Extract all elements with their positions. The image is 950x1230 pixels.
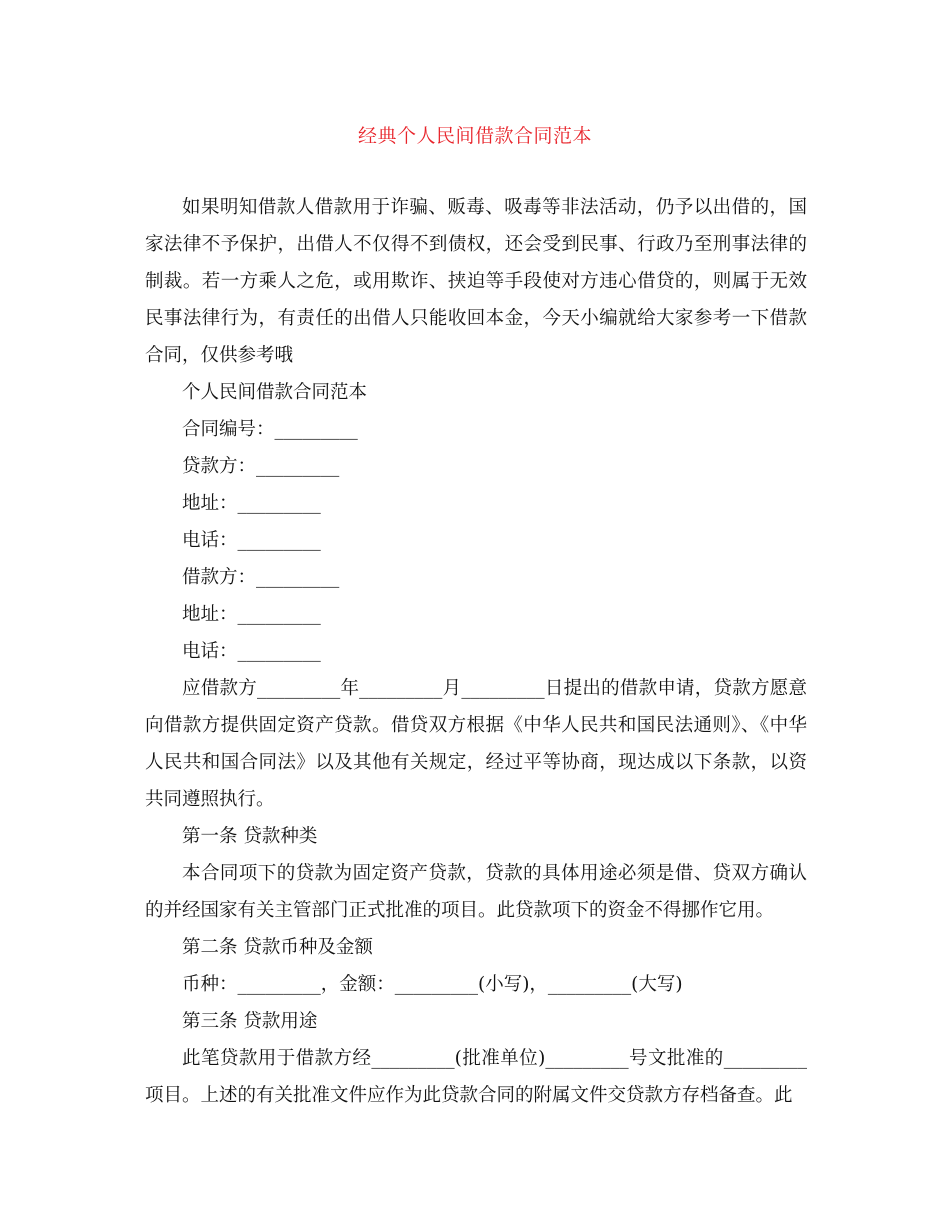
lender-address-field: 地址：_________: [182, 493, 321, 514]
preamble-paragraph: 应借款方_________年_________月_________日提出的借款申请，贷款方愿意向借款方提供固定资产贷款。借贷双方根据《中华人民共和国民法通则》、《中华人民共和国合同法》以及其他有关规定，经过平等协商，现达成以下条款，以资共同遵照执行。: [145, 678, 807, 810]
article-2-text: 币种：_________，金额：_________(小写)，_________(大写): [182, 974, 683, 995]
document-body: [145, 189, 807, 1114]
article-3-text: 此笔贷款用于借款方经_________(批准单位)_________号文批准的_________项目。上述的有关批准文件应作为此贷款合同的附属文件交贷款方存档备查。此: [145, 1048, 807, 1106]
article-1-heading: 第一条 贷款种类: [182, 826, 318, 847]
contract-number-field: 合同编号：_________: [182, 419, 358, 440]
lender-field: 贷款方：_________: [182, 456, 340, 477]
lender-phone-field: 电话：_________: [182, 530, 321, 551]
article-1-text: 本合同项下的贷款为固定资产贷款，贷款的具体用途必须是借、贷双方确认的并经国家有关主管部门正式批准的项目。此贷款项下的资金不得挪作它用。: [145, 863, 807, 921]
borrower-field: 借款方：_________: [182, 567, 340, 588]
article-2-heading: 第二条 贷款币种及金额: [182, 937, 373, 958]
borrower-phone-field: 电话：_________: [182, 641, 321, 662]
contract-heading: 个人民间借款合同范本: [182, 382, 368, 403]
document-title: 经典个人民间借款合同范本: [357, 125, 592, 147]
intro-paragraph: 如果明知借款人借款用于诈骗、贩毒、吸毒等非法活动，仍予以出借的，国家法律不予保护，出借人不仅得不到债权，还会受到民事、行政乃至刑事法律的制裁。若一方乘人之危，或用欺诈、挟迫等手段使对方违心借贷的，则属于无效民事法律行为，有责任的出借人只能收回本金，今天小编就给大家参考一下借款合同，仅供参考哦: [145, 197, 807, 366]
borrower-address-field: 地址：_________: [182, 604, 321, 625]
article-3-heading: 第三条 贷款用途: [182, 1011, 318, 1032]
